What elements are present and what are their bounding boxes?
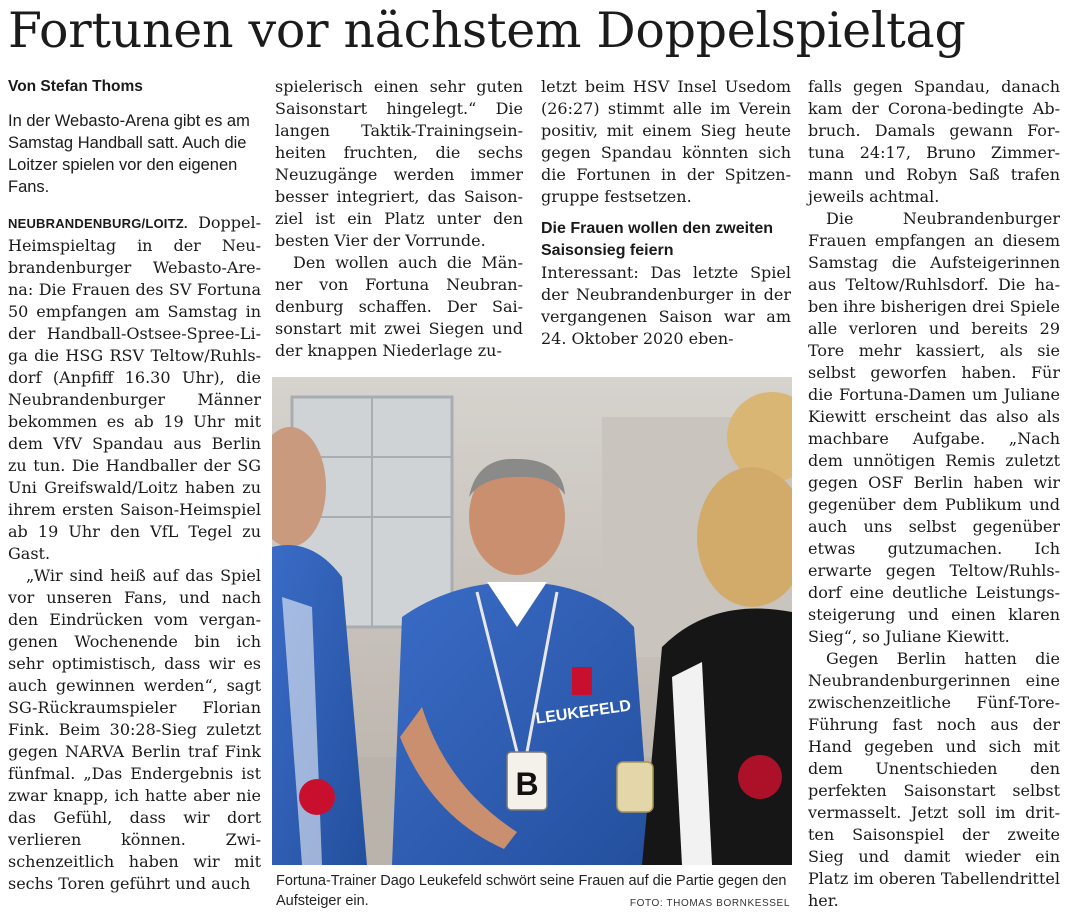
photo-credit: FOTO: THOMAS BORNKESSEL <box>629 898 790 909</box>
paragraph: Den wollen auch die Männer von Fortuna Neubrandenburg schaffen. Der Saisonstart mit zwei Siegen und der knappen Niederlage zu- <box>275 253 523 360</box>
paragraph: falls gegen Spandau, danach kam der Corona-bedingte Abbruch. Damals gewann Fortuna 24:17, Bruno Zimmermann und Robyn Saß trafen jeweils achtmal. <box>808 77 1060 206</box>
byline: Von Stefan Thoms <box>8 78 143 95</box>
column-2 <box>275 76 523 362</box>
photo <box>272 377 792 865</box>
paragraph: Die Neubrandenburger Frauen empfangen an diesem Samstag die Aufsteigerinnen aus Teltow/Ruhlsdorf. Die haben ihre bisherigen drei Spiele alle verloren und bereits 29 Tore mehr kassiert, als sie selbst geworfen haben. Für die Fortuna-Damen um Juliane Kiewitt erscheint das also als machbare Aufgabe. „Nach dem unnötigen Remis zuletzt gegen OSF Berlin haben wir gegenüber dem Publikum und auch uns selbst gegenüber etwas gutzumachen. Ich erwarte gegen Teltow/Ruhlsdorf eine deutliche Leistungssteigerung und einen klaren Sieg“, so Juliane Kiewitt. <box>808 209 1060 646</box>
column-3 <box>541 76 791 350</box>
photo-caption: Fortuna-Trainer Dago Leukefeld schwört seine Frauen auf die Partie gegen den Aufsteiger ein. <box>276 873 787 909</box>
photo-illustration <box>272 377 792 865</box>
badge-letter: B <box>515 766 539 802</box>
dateline: NEUBRANDENBURG/LOITZ. <box>8 216 188 231</box>
paragraph-text: Doppel-Heimspieltag in der Neubrandenburger Webasto-Arena: Die Frauen des SV Fortuna 50 empfangen am Samstag in der Handball-Ostsee-Spree-Liga die HSG RSV Teltow/Ruhlsdorf (Anpfiff 16.30 Uhr), die Neubrandenburger Männer bekommen es ab 19 Uhr mit dem VfV Spandau aus Berlin zu tun. Die Handballer der SG Uni Greifswald/Loitz haben zu ihrem ersten Saison-Heimspiel ab 19 Uhr den VfL Tegel zu Gast. <box>8 213 261 563</box>
subheading: Die Frauen wollen den zweiten Saisonsieg feiern <box>541 220 774 259</box>
column-1 <box>8 76 261 895</box>
paragraph: letzt beim HSV Insel Usedom (26:27) stimmt alle im Verein positiv, mit einem Sieg heute gegen Spandau könnten sich die Fortunen in der Spitzengruppe festsetzen. <box>541 77 791 206</box>
shirt-lettering: LEUKEFELD <box>534 697 633 728</box>
paragraph <box>8 212 261 565</box>
paragraph: Gegen Berlin hatten die Neubrandenburgerinnen eine zwischenzeitliche Fünf-Tore-Führung fast noch aus der Hand gegeben und sich mit dem Unentschieden den perfekten Saisonstart selbst vermasselt. Jetzt soll im dritten Saisonspiel der zweite Sieg und damit wieder ein Platz im oberen Tabellendrittel her. <box>808 649 1060 910</box>
teaser: In der Webasto-Arena gibt es am Samstag Handball satt. Auch die Loitzer spielen vor den eigenen Fans. <box>8 112 250 196</box>
paragraph: spielerisch einen sehr guten Saisonstart hingelegt.“ Die langen Taktik-Trainingseinheiten fruchten, die sechs Neuzugänge werden immer besser integriert, das Saisonziel ist ein Platz unter den besten Vier der Vorrunde. <box>275 77 523 250</box>
paragraph: „Wir sind heiß auf das Spiel vor unseren Fans, und nach den Eindrücken vom vergangenen Wochenende bin ich sehr optimistisch, dass wir es auch gewinnen werden“, sagt SG-Rückraumspieler Florian Fink. Beim 30:28-Sieg zuletzt gegen NARVA Berlin traf Fink fünfmal. „Das Endergebnis ist zwar knapp, ich hatte aber nie das Gefühl, dass wir dort verlieren können. Zwischenzeitlich haben wir mit sechs Toren geführt und auch <box>8 566 261 893</box>
paragraph: Interessant: Das letzte Spiel der Neubrandenburger in der vergangenen Saison war am 24. Oktober 2020 eben- <box>541 263 791 348</box>
column-4 <box>808 76 1060 912</box>
headline: Fortunen vor nächstem Doppelspieltag <box>8 2 966 59</box>
